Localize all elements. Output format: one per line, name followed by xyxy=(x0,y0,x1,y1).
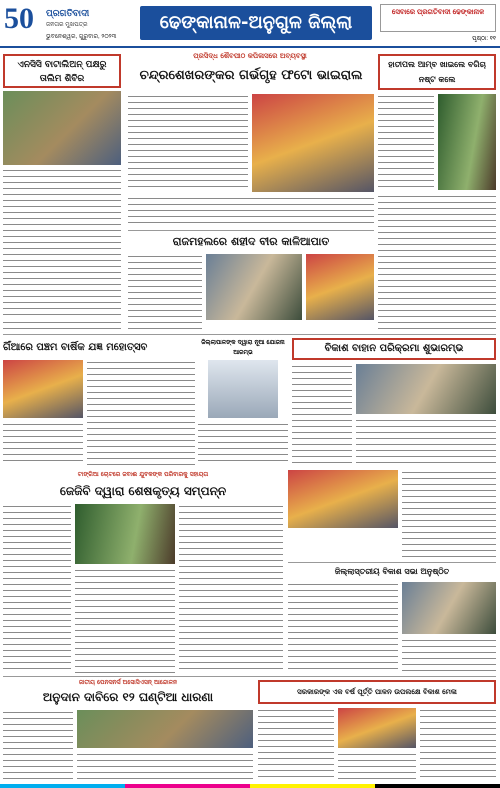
ncc-headline: ଏନସିସି ବାଟାଲିଅନ୍ ପକ୍ଷରୁ ତାଲିମ ଶିବିର xyxy=(17,60,107,84)
vikash-headline-box xyxy=(292,338,496,360)
vikash-headline: ବିକାଶ ବାହାନ ପରିକ୍ରମା ଶୁଭାରମ୍ଭ xyxy=(324,343,464,354)
yajna-body-text xyxy=(87,360,195,466)
profile-headline: ଜିଲ୍ଲାପାଳଙ୍କ ଦ୍ୱାରା ନୂଆ ଯୋଜନା ଆରମ୍ଭ xyxy=(201,339,285,356)
promo-box: ସେବାରେ ପ୍ରଗତିବାଦୀ ଢେଙ୍କାନାଳ xyxy=(380,4,496,32)
vikash-body-cont xyxy=(356,418,496,466)
temple-body-cont xyxy=(128,196,374,226)
section-banner: ଢେଙ୍କାନାଳ-ଅନୁଗୁଳ ଜିଲ୍ଲା xyxy=(140,6,372,40)
ncc-photo xyxy=(3,91,121,165)
ncc-body-text xyxy=(3,168,121,318)
elephant-photo xyxy=(438,94,496,190)
yajna-photo xyxy=(3,360,83,418)
fair-headline: ସରକାରଙ୍କ ଏକ ବର୍ଷ ପୂର୍ତ୍ତି ପାଳନ ଉପଲକ୍ଷେ ବିକାଶ ମେଳା xyxy=(297,688,457,696)
print-color-bar xyxy=(0,784,500,788)
paper-name: ପ୍ରଗତିବାଦୀ xyxy=(46,8,90,18)
elephant-headline-box xyxy=(378,54,496,90)
meeting-headline: ଜିଲ୍ଲାସ୍ତରୀୟ ବିକାଶ ସଭା ଅନୁଷ୍ଠିତ xyxy=(288,562,496,580)
divider-2 xyxy=(3,676,496,677)
funeral-kicker: ଟାଙ୍ଗିଆ ଚୋଟରେ ଜବାଈ ଯୁବକଙ୍କ ପରିବାରକୁ ସହାୟତା xyxy=(77,471,209,478)
meeting-body-cont xyxy=(402,638,496,674)
ceremony-photo xyxy=(288,470,398,528)
vikash-photo xyxy=(356,364,496,414)
meeting-photo xyxy=(402,582,496,634)
ncc-headline-box xyxy=(3,54,121,88)
protest-photo xyxy=(77,710,253,748)
divider xyxy=(3,334,496,335)
page-number: ପୃଷ୍ଠା: ୧୧ xyxy=(472,36,496,42)
elephant-body-text xyxy=(378,94,434,190)
masthead xyxy=(0,0,500,48)
yajna-body-cont xyxy=(3,422,83,466)
protest-headline: ଅନୁଦାନ ଦାବିରେ ୧୨ ଘଣ୍ଟିଆ ଧାରଣା xyxy=(42,690,214,704)
protest-kicker: ଜାତୀୟ ପେନସନର୍ସ ଅସୋସିଏସନ୍ ଆନ୍ଦୋଳନ xyxy=(78,679,178,686)
temple-body-text xyxy=(128,94,248,192)
funeral-headline: ଜେଜିବି ଦ୍ୱାରା ଶେଷକୃତ୍ୟ ସମ୍ପନ୍ନ xyxy=(59,484,227,498)
vikash-body-text xyxy=(292,364,352,466)
profile-photo xyxy=(208,360,278,418)
martyr-headline: ରାଜମହଲରେ ଶହୀଦ ବୀର କାଳିଆପାତ xyxy=(128,230,374,252)
ncc-body-cont xyxy=(3,320,121,332)
funeral-body-text xyxy=(3,504,71,674)
dateline: ଭୁବନେଶ୍ୱର, ଗୁରୁବାର, ୨୦୨୩ xyxy=(46,34,117,40)
yajna-headline: ଗିଁଆରେ ପଞ୍ଚମ ବାର୍ଷିକ ଯଜ୍ଞ ମହୋତ୍ସବ xyxy=(3,342,148,353)
fair-headline-box xyxy=(258,680,496,704)
temple-headline: ଚନ୍ଦ୍ରଶେଖରଙ୍କର ଗର୍ଭଗୃହ ଫଟୋ ଭାଇରାଲ xyxy=(139,68,363,83)
temple-photo xyxy=(252,94,374,192)
fair-photo xyxy=(338,708,416,748)
fair-body-text xyxy=(258,708,334,782)
fair-body-mid xyxy=(338,752,416,782)
martyr-photo-2 xyxy=(306,254,374,320)
martyr-photo xyxy=(206,254,302,320)
paper-tagline: ଜନତାର ମୁଖପତ୍ର xyxy=(46,22,88,28)
meeting-body-text xyxy=(288,582,398,674)
ceremony-body-text xyxy=(402,470,496,560)
anniversary-logo: 50 xyxy=(4,2,34,35)
profile-body-text xyxy=(198,422,288,466)
temple-kicker: ପ୍ରସିଦ୍ଧ ଶୈବପୀଠ କପିଳାସରେ ଅବ୍ୟବସ୍ଥା xyxy=(193,52,307,60)
protest-body-cont xyxy=(77,752,253,782)
elephant-body-cont xyxy=(378,194,496,330)
fair-body-right xyxy=(420,708,496,782)
funeral-body-mid xyxy=(75,568,175,674)
funeral-body-right xyxy=(179,504,283,674)
protest-body-text xyxy=(3,710,73,782)
elephant-headline: ହାତୀପଲ ଆମ୍ବ ଖାଇଲେ ବଗିଚା ନଷ୍ଟ କଲେ xyxy=(388,60,486,84)
funeral-photo xyxy=(75,504,175,564)
martyr-body-text xyxy=(128,254,202,330)
